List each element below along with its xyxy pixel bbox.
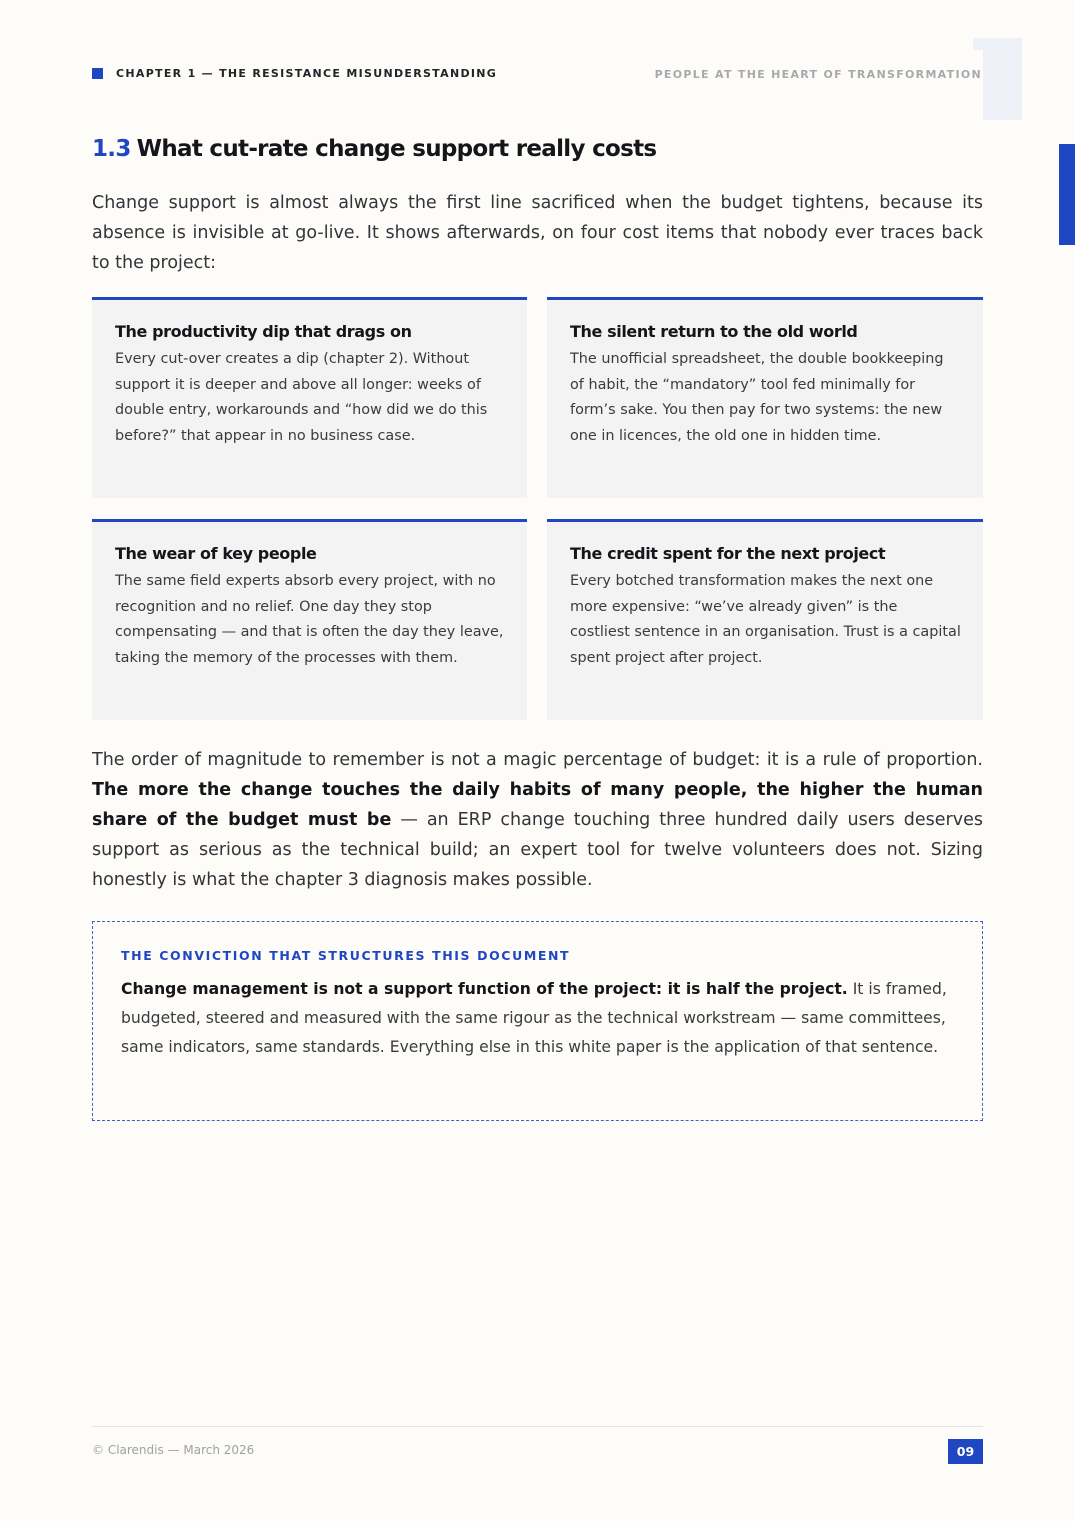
callout-label: THE CONVICTION THAT STRUCTURES THIS DOCUMENT xyxy=(121,948,571,963)
chapter-label: CHAPTER 1 — THE RESISTANCE MISUNDERSTANDING xyxy=(116,67,498,80)
footer-copyright: © Clarendis — March 2026 xyxy=(92,1443,255,1457)
card-body: The unofficial spreadsheet, the double bookkeeping of habit, the “mandatory” tool fed minimally for form’s sake. You then pay for two systems: the new one in licences, the old one in hidden time. xyxy=(570,351,944,444)
section-heading xyxy=(92,136,656,162)
card-body: Every cut-over creates a dip (chapter 2). Without support it is deeper and above all longer: weeks of double entry, workarounds and “how did we do this before?” that appear in no business case. xyxy=(115,351,488,444)
proportion-lead: The order of magnitude to remember is not a magic percentage of budget: it is a rule of proportion. xyxy=(92,750,983,770)
card-title: The wear of key people xyxy=(115,544,317,563)
callout-emphasis: Change management is not a support function of the project: it is half the project. xyxy=(121,980,848,998)
card-body: The same field experts absorb every project, with no recognition and no relief. One day they stop compensating — and that is often the day they leave, taking the memory of the processes with them. xyxy=(115,573,504,666)
chapter-header xyxy=(92,67,497,80)
conviction-callout xyxy=(92,921,983,1121)
page-number-badge: 09 xyxy=(948,1439,983,1464)
callout-text xyxy=(121,975,954,1062)
callout-body: It is framed, budgeted, steered and measured with the same rigour as the technical workstream — same committees, same indicators, same standards. Everything else in this white paper is the application of that sentence. xyxy=(121,980,947,1056)
intro-paragraph: Change support is almost always the first line sacrificed when the budget tightens, because its absence is invisible at go-live. It shows afterwards, on four cost items that nobody ever traces back to the project: xyxy=(92,193,983,273)
chapter-number-watermark xyxy=(983,38,1022,120)
document-title: PEOPLE AT THE HEART OF TRANSFORMATION xyxy=(654,68,982,81)
card-title: The credit spent for the next project xyxy=(570,544,886,563)
cost-card xyxy=(92,297,527,498)
cost-card xyxy=(547,519,983,720)
proportion-emphasis: The more the change touches the daily habits of many people, the higher the human share of the budget must be xyxy=(92,780,983,830)
section-title: What cut-rate change support really costs xyxy=(136,136,657,162)
card-title: The silent return to the old world xyxy=(570,322,858,341)
cost-items-grid xyxy=(92,297,983,720)
chapter-marker-square xyxy=(92,68,103,79)
cost-card xyxy=(92,519,527,720)
proportion-paragraph xyxy=(92,745,983,895)
footer-divider xyxy=(92,1426,983,1427)
card-title: The productivity dip that drags on xyxy=(115,322,412,341)
card-body: Every botched transformation makes the next one more expensive: “we’ve already given” is the costliest sentence in an organisation. Trust is a capital spent project after project. xyxy=(570,573,961,666)
proportion-tail: — an ERP change touching three hundred daily users deserves support as serious as the technical build; an expert tool for twelve volunteers does not. Sizing honestly is what the chapter 3 diagnosis makes possible. xyxy=(92,810,983,890)
cost-card xyxy=(547,297,983,498)
section-number: 1.3 xyxy=(92,136,131,162)
chapter-side-tab xyxy=(1059,144,1075,245)
